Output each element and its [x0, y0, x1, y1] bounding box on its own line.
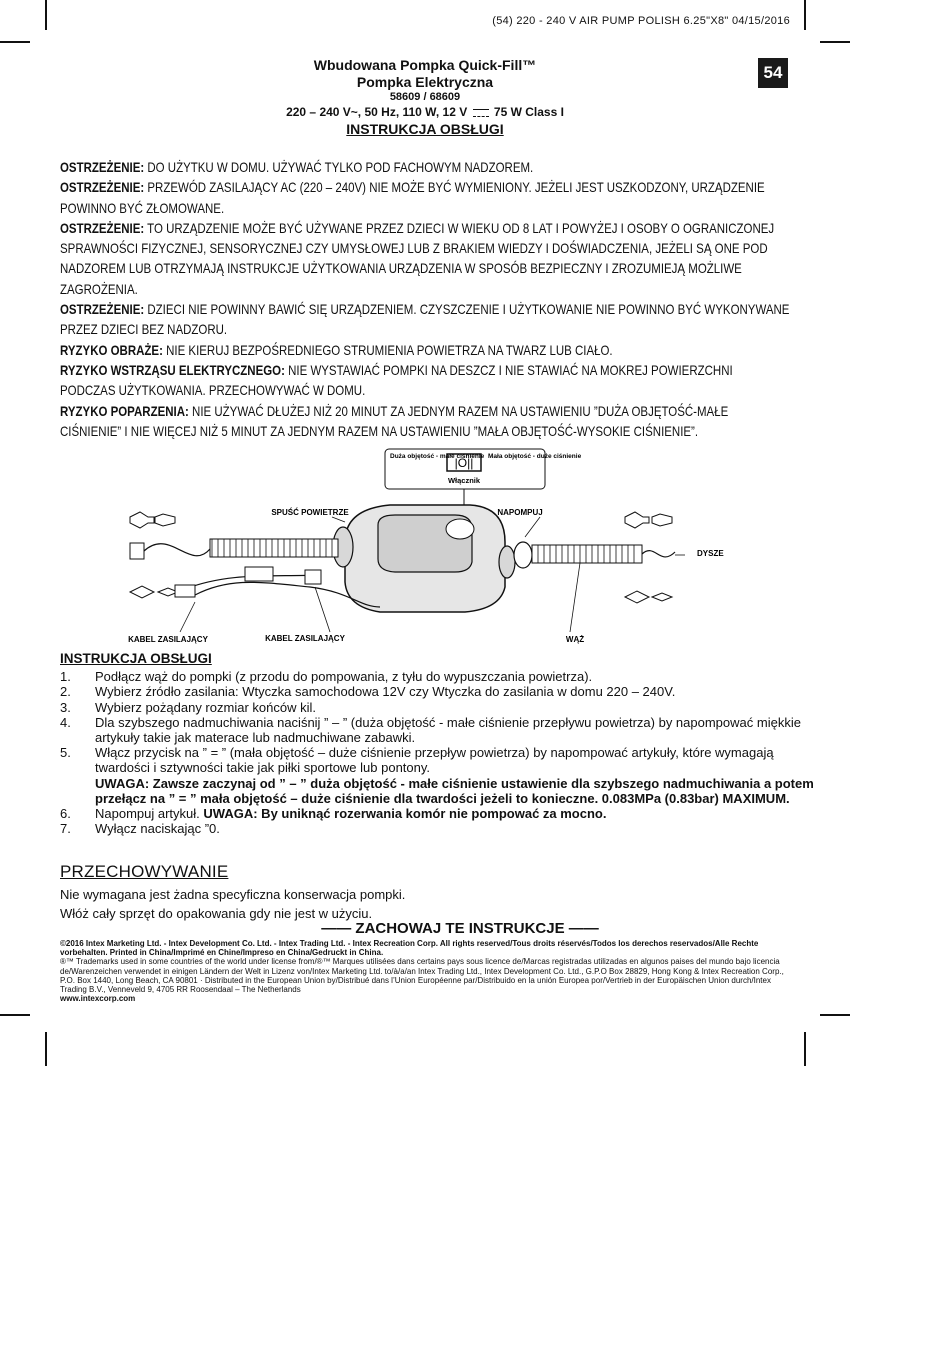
step-main-text: Napompuj artykuł. — [95, 806, 200, 822]
warning-label: OSTRZEŻENIE: — [60, 301, 145, 318]
keep-instructions-banner: —— ZACHOWAJ TE INSTRUKCJE —— — [321, 920, 599, 937]
step-text: Wyłącz naciskając ”0. — [95, 821, 220, 837]
step-text: Podłącz wąż do pompki (z przodu do pompowania, z tyłu do wypuszczania powietrza). — [95, 669, 593, 685]
list-item — [60, 700, 820, 715]
list-item — [60, 715, 820, 745]
step-text: Wybierz pożądany rozmiar końców kil. — [95, 699, 316, 715]
step-number: 7. — [60, 821, 71, 837]
list-item — [60, 684, 820, 699]
warning-text: NIE UŻYWAĆ DŁUŻEJ NIŻ 20 MINUT ZA JEDNYM RAZEM NA USTAWIENIU ”DUŻA OBJĘTOŚĆ-MAŁE CIŚNIENIE” I NIE WIĘCEJ NIŻ 5 MINUT ZA JEDNYM RAZEM NA USTAWIENIU ”MAŁA OBJĘTOŚĆ-WYSOKIE CIŚNIENIE”. — [60, 402, 729, 439]
crop-mark — [45, 0, 47, 30]
power-cable-label-1: KABEL ZASILAJĄCY — [128, 635, 208, 644]
instructions-list — [60, 669, 820, 836]
warning-text: DO UŻYTKU W DOMU. UŻYWAĆ TYLKO POD FACHOWYM NADZOREM. — [147, 159, 534, 175]
warning-text: PRZEWÓD ZASILAJĄCY AC (220 – 240V) NIE MOŻE BYĆ WYMIENIONY. JEŻELI JEST USZKODZONY, URZĄDZENIE POWINNO BYĆ ZŁOMOWANE. — [60, 179, 765, 216]
warning-label: RYZYKO POPARZENIA: — [60, 402, 189, 419]
warning-item — [60, 157, 790, 177]
page-number-badge: 54 — [758, 58, 788, 88]
crop-mark — [820, 1014, 850, 1016]
step-text — [95, 806, 820, 821]
step-note: UWAGA: Zawsze zaczynaj od ” – ” duża objętość - małe ciśnienie ustawienie dla szybszego nadmuchiwania a potem przełącz na ” = ” mała objętość – duże ciśnienie dla twardości jeżeli to konieczne. 0.083MPa (0.83bar) MAXIMUM. — [95, 775, 814, 806]
right-hose-icon — [514, 542, 675, 568]
warning-item — [60, 218, 790, 299]
storage-heading: PRZECHOWYWANIE — [60, 862, 229, 881]
warning-text: DZIECI NIE POWINNY BAWIĆ SIĘ URZĄDZENIEM. CZYSZCZENIE I UŻYTKOWANIE NIE POWINNO BYĆ WYKONYWANE PRZEZ DZIECI BEZ NADZORU. — [60, 301, 790, 338]
warning-label: RYZYKO WSTRZĄSU ELEKTRYCZNEGO: — [60, 361, 285, 378]
warning-label: RYZYKO OBRAŻE: — [60, 341, 163, 358]
step-number: 4. — [60, 714, 71, 730]
step-number: 6. — [60, 806, 71, 822]
switch-label: Włącznik — [447, 476, 481, 485]
storage-section — [60, 862, 820, 925]
product-subtitle: Pompka Elektryczna — [356, 74, 494, 90]
print-info: (54) 220 - 240 V AIR PUMP POLISH 6.25"X8" 04/15/2016 — [492, 15, 790, 27]
nozzles-label: DYSZE — [697, 549, 724, 558]
inflate-label: NAPOMPUJ — [497, 508, 543, 517]
step-number: 3. — [60, 699, 71, 715]
list-item — [60, 806, 820, 821]
switch-left-label: Duża objętość - małe ciśnienie — [390, 453, 485, 460]
pump-body-icon — [333, 505, 515, 612]
pump-diagram — [60, 447, 790, 652]
trademark-line: ®™ Trademarks used in some countries of the world under license from/®™ Marques utilisées dans certains pays sous licence de/Marcas registradas utilizadas en algunos paises del mundo bajo licencia de/Warenzeichen verwendet in einigen Ländern der Welt in Lizenz von/Intex Marketing Ltd. to/à/a/an Intex Trading Ltd., Intex Development Co. Ltd., G.P.O Box 28829, Hong Kong & Intex Recreation Corp., P.O. Box 1440, Long Beach, CA 90801 · Distributed in the European Union by/Distribué dans l’Union Européenne par/Distribuido en la unión Europea por/Vertrieb in der Europäischen Union durch/Intex Trading B.V., Venneveld 9, 4705 RR Roosendaal – The Netherlands — [60, 957, 784, 995]
step-text: Wybierz źródło zasilania: Wtyczka samochodowa 12V czy Wtyczka do zasilania w domu 220 – 240V. — [95, 684, 676, 700]
switch-right-label: Mała objętość - duże ciśnienie — [488, 453, 582, 460]
instructions-heading: INSTRUKCJA OBSŁUGI — [60, 651, 212, 666]
crop-mark — [804, 1032, 806, 1066]
warning-text: TO URZĄDZENIE MOŻE BYĆ UŻYWANE PRZEZ DZIECI W WIEKU OD 8 LAT I POWYŻEJ I OSOBY O OGRANICZONEJ SPRAWNOŚCI FIZYCZNEJ, SENSORYCZNEJ CZY UMYSŁOWEJ LUB Z BRAKIEM WIEDZY I DOŚWIADCZENIA, JEŻELI SĄ ONE POD NADZOREM LUB OTRZYMAJĄ INSTRUKCJE UŻYTKOWANIA URZĄDZENIA W SPOSÓB BEZPIECZNY I ZROZUMIEJĄ MOŻLIWE ZAGROŻENIA. — [60, 219, 775, 297]
crop-mark — [804, 0, 806, 30]
step-number: 5. — [60, 745, 71, 761]
crop-mark — [0, 41, 30, 43]
warning-text: NIE KIERUJ BEZPOŚREDNIEGO STRUMIENIA POWIETRZA NA TWARZ LUB CIAŁO. — [166, 341, 613, 358]
crop-mark — [820, 41, 850, 43]
spec-left: 220 – 240 V~, 50 Hz, 110 W, 12 V — [286, 105, 468, 119]
title-block — [200, 57, 650, 138]
list-item — [60, 669, 820, 684]
list-item — [60, 745, 820, 806]
step-number: 1. — [60, 669, 71, 685]
step-main-text: Włącz przycisk na ” = ” (mała objętość – duże ciśnienie przepływ powietrza) by napompować artykuły, które wymagają twardości i sztywności takie jak piłki sportowe lub pontony. — [95, 745, 774, 776]
warning-item — [60, 340, 790, 360]
warning-text: NIE WYSTAWIAĆ POMPKI NA DESZCZ I NIE STAWIAĆ NA MOKREJ POWIERZCHNI PODCZAS UŻYTKOWANIA. PRZECHOWYWAĆ W DOMU. — [60, 361, 733, 399]
dc-symbol-icon — [473, 109, 489, 117]
crop-mark — [0, 1014, 30, 1016]
warning-item — [60, 401, 790, 442]
step-text: Dla szybszego nadmuchiwania naciśnij ” – ” (duża objętość - małe ciśnienie przepływu powietrza) by napompować miękkie artykuły takie jak materace lub nadmuchiwane zabawki. — [95, 714, 801, 746]
model-numbers: 58609 / 68609 — [389, 91, 461, 103]
website-link[interactable]: www.intexcorp.com — [60, 994, 136, 1004]
crop-mark — [45, 1032, 47, 1066]
spec-line — [200, 104, 650, 120]
spec-right: 75 W Class I — [493, 105, 564, 119]
instructions-section — [60, 651, 820, 836]
step-number: 2. — [60, 684, 71, 700]
warning-label: OSTRZEŻENIE: — [60, 179, 145, 196]
warning-label: OSTRZEŻENIE: — [60, 219, 145, 236]
list-item — [60, 821, 820, 836]
manual-title: INSTRUKCJA OBSŁUGI — [346, 121, 504, 137]
warning-item — [60, 177, 790, 218]
copyright-line: ©2016 Intex Marketing Ltd. - Intex Development Co. Ltd. - Intex Trading Ltd. - Intex Recreation Corp. All rights reserved/Tous droits réservés/Todos los derechos reservados/Alle Rechte vorbehalten. Printed in China/Imprimé en Chine/Impreso en China/Gedruckt in China. — [60, 939, 759, 958]
warnings-block — [60, 157, 790, 441]
switch-symbol: |O|| — [454, 456, 474, 470]
power-cable-label-2: KABEL ZASILAJĄCY — [265, 634, 345, 643]
deflate-label: SPUŚĆ POWIETRZE — [271, 508, 349, 517]
warning-item — [60, 299, 790, 340]
left-hose-icon — [130, 539, 338, 559]
hose-label: WĄŻ — [565, 635, 585, 644]
legal-notice — [60, 939, 790, 1003]
step-note: UWAGA: By uniknąć rozerwania komór nie pompować za mocno. — [203, 806, 607, 822]
warning-label: OSTRZEŻENIE: — [60, 159, 145, 175]
storage-line: Włóż cały sprzęt do opakowania gdy nie jest w użyciu. — [60, 906, 373, 921]
product-title: Wbudowana Pompka Quick-Fill™ — [313, 57, 537, 73]
storage-line: Nie wymagana jest żadna specyficzna konserwacja pompki. — [60, 887, 406, 902]
step-text — [95, 745, 820, 806]
warning-item — [60, 360, 790, 401]
